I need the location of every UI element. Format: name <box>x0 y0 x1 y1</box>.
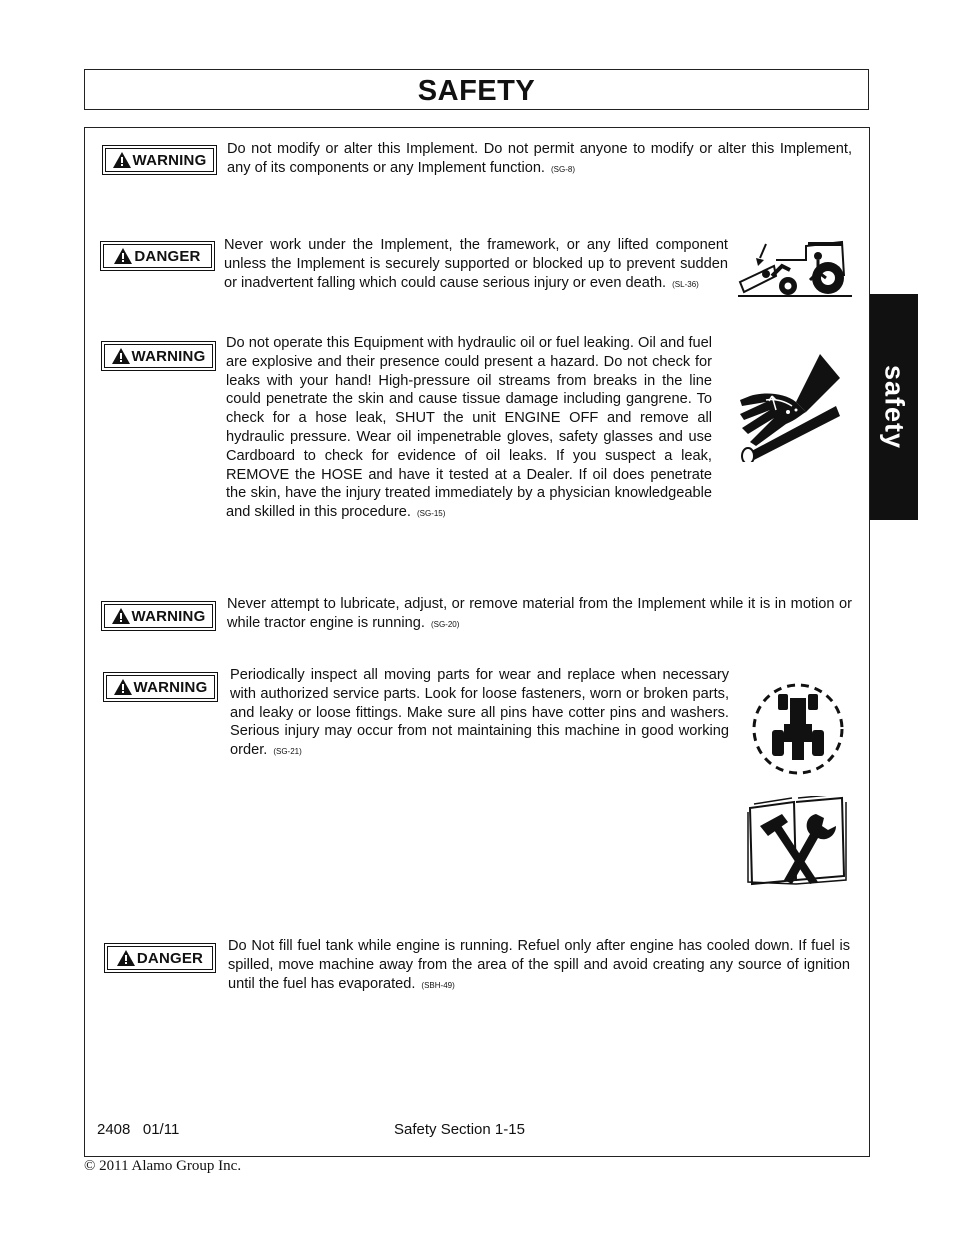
warning-body: Never work under the Implement, the framework, or any lifted component unless the Implement is securely supported or blocked up to prevent sudden or inadvertent falling which could cause serious injury or even death. <box>224 237 728 291</box>
hydraulic-leak-hand-icon <box>736 352 840 462</box>
header-box <box>84 69 869 110</box>
side-tab-label: safety <box>879 364 909 450</box>
warning-text-sg15 <box>226 334 712 524</box>
crush-hazard-tractor-icon <box>736 236 854 300</box>
warning-triangle-icon <box>114 679 132 695</box>
manual-tools-icon <box>746 796 848 886</box>
warning-triangle-icon <box>113 152 131 168</box>
warning-triangle-icon <box>117 950 135 966</box>
copyright: © 2011 Alamo Group Inc. <box>84 1158 242 1174</box>
tractor-inspection-icon <box>748 680 848 778</box>
warning-badge <box>101 601 216 631</box>
badge-label: DANGER <box>134 247 201 265</box>
warning-triangle-icon <box>112 348 130 364</box>
danger-text-sl36 <box>224 236 728 294</box>
badge-label: WARNING <box>132 151 207 169</box>
danger-badge <box>104 943 216 973</box>
warning-badge <box>102 145 217 175</box>
warning-body: Do Not fill fuel tank while engine is running. Refuel only after engine has cooled down. If fuel is spilled, move machine away from the area of the spill and avoid creating any source of ignition until the fuel has evaporated. <box>228 938 850 992</box>
badge-label: WARNING <box>131 607 206 625</box>
danger-text-sbh49 <box>228 937 850 995</box>
badge-label: WARNING <box>133 678 208 696</box>
warning-body: Periodically inspect all moving parts for wear and replace when necessary with authorized service parts. Look for loose fasteners, worn or broken parts, and leaky or loose fittings. Make sure all pins have cotter pins and washers. Serious injury may occur from not maintaining this machine in good working order. <box>230 667 729 759</box>
warning-badge <box>103 672 218 702</box>
warning-code: (SG-20) <box>430 619 460 629</box>
doc-number: 2408 01/11 <box>97 1121 180 1138</box>
warning-body: Never attempt to lubricate, adjust, or remove material from the Implement while it is in motion or while tractor engine is running. <box>227 596 852 631</box>
warning-badge <box>101 341 216 371</box>
warning-body: Do not operate this Equipment with hydraulic oil or fuel leaking. Oil and fuel are explosive and their presence could present a hazard. Do not check for leaks with your hand! High-pressure oil streams from breaks in the line could penetrate the skin and cause tissue damage including gangrene. To check for a hose leak, SHUT the unit ENGINE OFF and remove all hydraulic pressure. Wear oil impenetrable gloves, safety glasses and use Cardboard to check for evidence of oil leaks. If you suspect a leak, REMOVE the HOSE and have it tested at a Dealer. If oil does penetrate the skin, have the injury treated immediately by a physician knowledgeable and skilled in this procedure. <box>226 335 712 521</box>
warning-text-sg20 <box>227 595 852 635</box>
warning-body: Do not modify or alter this Implement. Do not permit anyone to modify or alter this Implement, any of its components or any Implement function. <box>227 141 852 176</box>
danger-badge <box>100 241 215 271</box>
badge-label: WARNING <box>131 347 206 365</box>
warning-triangle-icon <box>112 608 130 624</box>
side-tab <box>869 294 918 520</box>
warning-code: (SG-15) <box>416 509 446 519</box>
warning-text-sg21 <box>230 666 729 762</box>
warning-code: (SG-21) <box>273 747 302 757</box>
warning-text-sg8 <box>227 140 852 180</box>
warning-code: (SL-36) <box>672 279 699 289</box>
badge-label: DANGER <box>136 949 204 967</box>
section-page: Safety Section 1-15 <box>394 1121 525 1138</box>
warning-code: (SG-8) <box>550 164 575 174</box>
warning-code: (SBH-49) <box>421 980 455 990</box>
warning-triangle-icon <box>114 248 132 264</box>
page-title: SAFETY <box>417 75 536 107</box>
